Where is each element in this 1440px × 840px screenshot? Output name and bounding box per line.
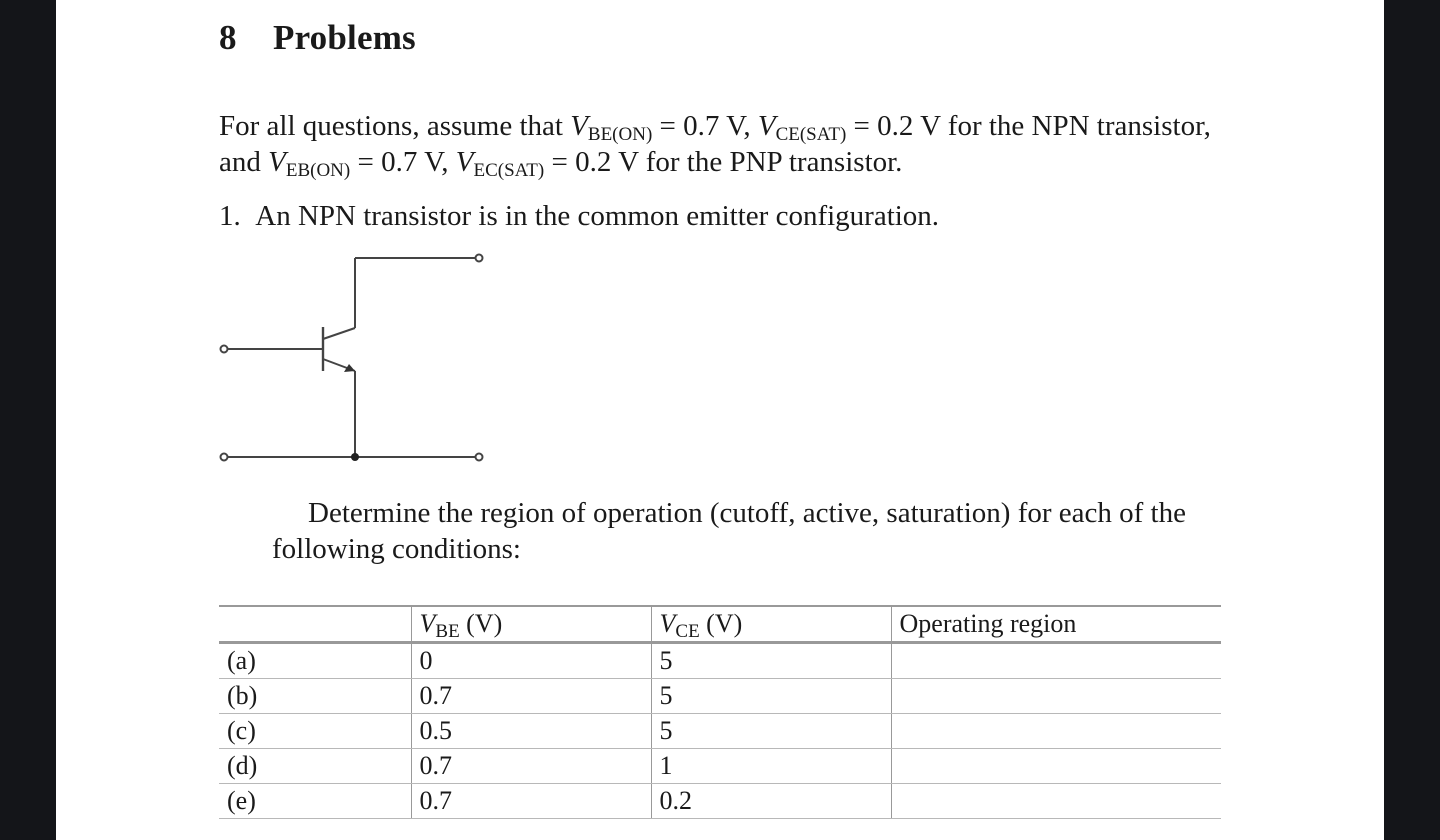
row-vce: 1 xyxy=(651,749,891,784)
instruction-line-1: Determine the region of operation (cutoff, active, saturation) for each of the xyxy=(308,497,1186,529)
header-vce: $V_{CE}$ (V) xyxy=(651,606,891,643)
table-row xyxy=(219,749,1221,784)
assumptions-line-1: For all questions, assume that $V_{BE(ON)} = 0.7$ V, $V_{CE(SAT)} = 0.2$ V for the NPN transistor, xyxy=(219,110,1211,145)
row-region xyxy=(891,679,1221,714)
table-header-row xyxy=(219,606,1221,643)
ground-terminal-left xyxy=(221,454,228,461)
row-label: (e) xyxy=(219,784,411,819)
table-row xyxy=(219,679,1221,714)
instruction-paragraph xyxy=(272,495,1186,567)
row-label: (b) xyxy=(219,679,411,714)
table-row xyxy=(219,643,1221,679)
table-row xyxy=(219,784,1221,819)
row-region xyxy=(891,714,1221,749)
collector-junction xyxy=(323,328,355,339)
row-region xyxy=(891,784,1221,819)
assumptions-line-2: and $V_{EB(ON)} = 0.7$ V, $V_{EC(SAT)} = 0.2$ V for the PNP transistor. xyxy=(219,146,903,181)
ground-terminal-right xyxy=(476,454,483,461)
instruction-line-2: following conditions: xyxy=(272,533,521,565)
row-vbe: 0.7 xyxy=(411,679,651,714)
problem-text: An NPN transistor is in the common emitter configuration. xyxy=(255,200,940,232)
base-terminal xyxy=(221,346,228,353)
conditions-table xyxy=(219,605,1221,819)
row-label: (d) xyxy=(219,749,411,784)
chapter-number: 8 xyxy=(219,18,237,57)
row-vce: 5 xyxy=(651,714,891,749)
header-vbe: $V_{BE}$ (V) xyxy=(411,606,651,643)
row-label: (a) xyxy=(219,643,411,679)
row-vbe: 0.7 xyxy=(411,784,651,819)
row-region xyxy=(891,749,1221,784)
assumptions-paragraph xyxy=(219,108,1211,180)
row-label: (c) xyxy=(219,714,411,749)
npn-common-emitter-circuit xyxy=(216,245,556,470)
row-vbe: 0.7 xyxy=(411,749,651,784)
header-operating-region: Operating region xyxy=(891,606,1221,643)
problem-number: 1. xyxy=(219,200,241,232)
row-vce: 5 xyxy=(651,643,891,679)
row-vbe: 0 xyxy=(411,643,651,679)
textbook-page xyxy=(56,0,1384,840)
collector-terminal xyxy=(476,255,483,262)
chapter-heading xyxy=(219,18,416,58)
row-vbe: 0.5 xyxy=(411,714,651,749)
table-row xyxy=(219,714,1221,749)
chapter-title: Problems xyxy=(273,18,416,57)
row-vce: 0.2 xyxy=(651,784,891,819)
header-label xyxy=(219,606,411,643)
row-region xyxy=(891,643,1221,679)
problem-1-statement xyxy=(219,198,939,234)
emitter-node-dot xyxy=(351,453,359,461)
row-vce: 5 xyxy=(651,679,891,714)
